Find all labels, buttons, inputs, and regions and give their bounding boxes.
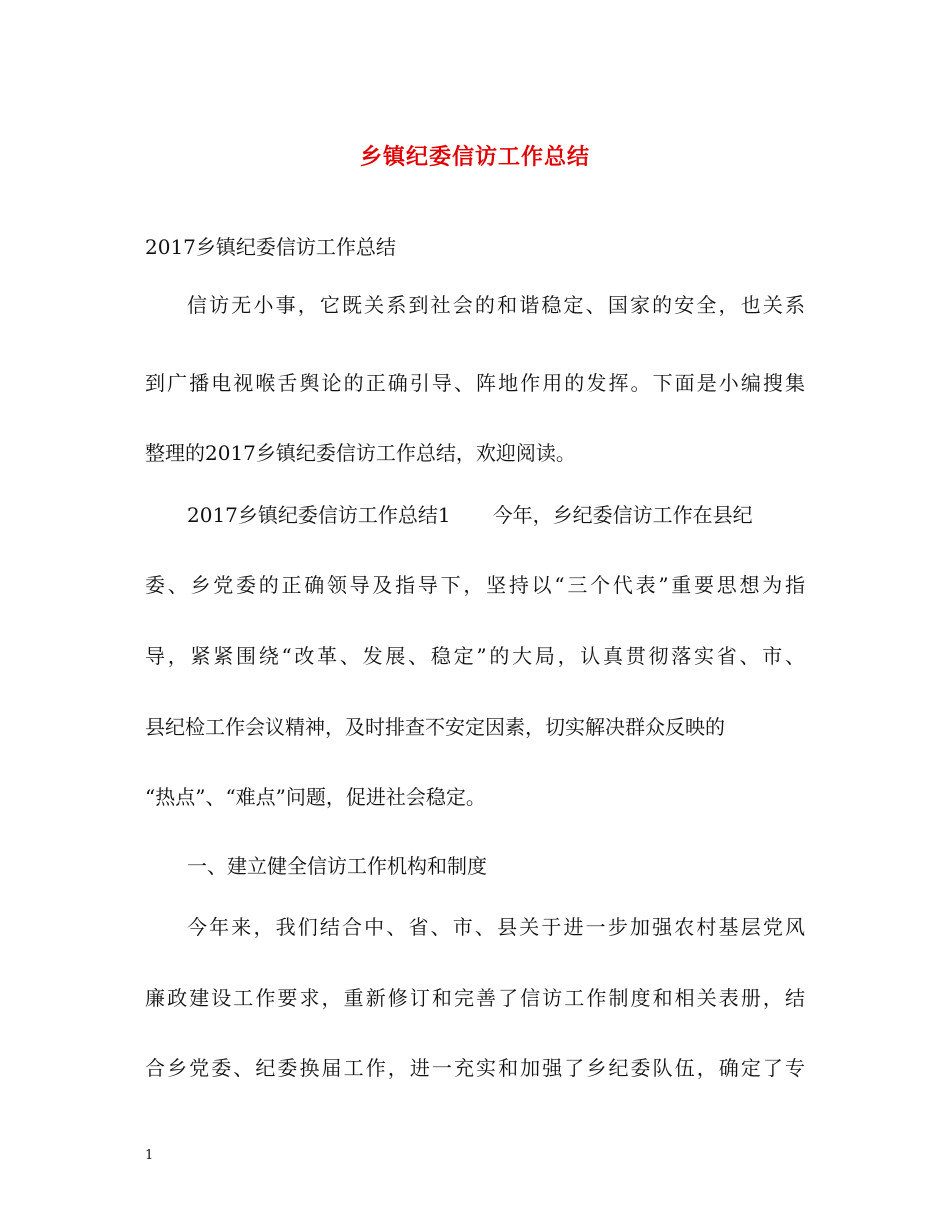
intro-line-1: 信访无小事，它既关系到社会的和谐稳定、国家的安全，也关系 — [187, 293, 805, 317]
subsection-1-line-3: 合乡党委、纪委换届工作，进一充实和加强了乡纪委队伍，确定了专 — [145, 1056, 805, 1080]
section-1-first-line — [187, 503, 805, 527]
document-subtitle: 2017乡镇纪委信访工作总结 — [145, 235, 396, 259]
section-1-heading: 2017乡镇纪委信访工作总结1 — [187, 503, 451, 527]
section-1-line-4: 县纪检工作会议精神，及时排查不安定因素，切实解决群众反映的 — [145, 715, 725, 739]
subsection-1-heading: 一、建立健全信访工作机构和制度 — [187, 854, 487, 878]
subsection-1-line-2: 廉政建设工作要求，重新修订和完善了信访工作制度和相关表册，结 — [145, 986, 805, 1010]
intro-line-2: 到广播电视喉舌舆论的正确引导、阵地作用的发挥。下面是小编搜集 — [145, 371, 805, 395]
section-1-line-3: 导，紧紧围绕“改革、发展、稳定”的大局，认真贯彻落实省、市、 — [145, 644, 805, 668]
page-number: 1 — [145, 1148, 154, 1163]
section-1-text-start: 今年，乡纪委信访工作在县纪 — [492, 503, 753, 527]
section-1-line-5: “热点”、“难点”问题，促进社会稳定。 — [145, 785, 486, 809]
subsection-1-line-1: 今年来，我们结合中、省、市、县关于进一步加强农村基层党风 — [187, 915, 805, 939]
section-1-line-2: 委、乡党委的正确领导及指导下，坚持以“三个代表”重要思想为指 — [145, 573, 805, 597]
intro-line-3: 整理的2017乡镇纪委信访工作总结，欢迎阅读。 — [145, 441, 576, 465]
document-title: 乡镇纪委信访工作总结 — [359, 145, 590, 170]
